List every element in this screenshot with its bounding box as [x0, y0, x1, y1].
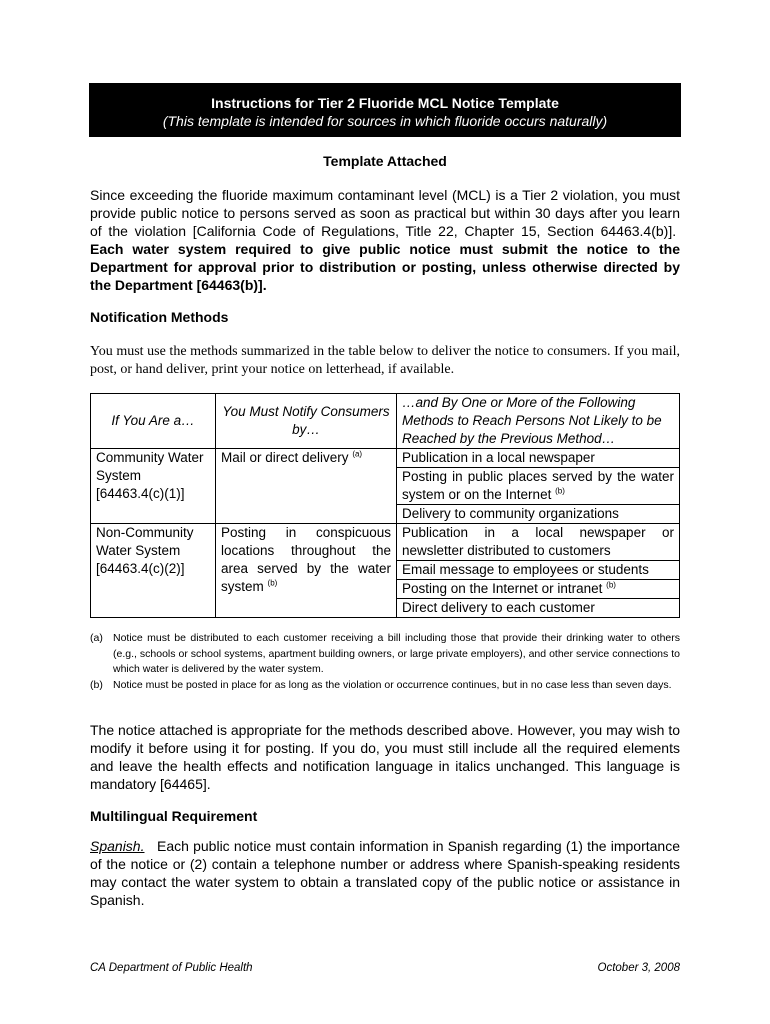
spanish-text: Each public notice must contain information in Spanish regarding (1) the importance of the notice or (2) contain a telephone number or address where Spanish-speaking residents may contact the water system to obtain a translated copy of the public notice or assistance in Spanish. [90, 838, 680, 908]
notify-text: Posting in conspicuous locations throughout the area served by the water system [221, 525, 391, 594]
template-attached-heading: Template Attached [323, 153, 447, 169]
method-text: Publication in a local newspaper or newsletter distributed to customers [402, 525, 674, 558]
notify-cell [216, 449, 397, 524]
title-banner [89, 83, 681, 137]
method-text: Publication in a local newspaper [402, 450, 595, 465]
footnote-ref: (b) [555, 486, 565, 496]
table-header-cell: …and By One or More of the Following Methods to Reach Persons Not Likely to be Reached by the Previous Method… [397, 394, 680, 449]
spanish-label: Spanish. [90, 838, 145, 854]
table-footnotes [90, 631, 680, 693]
method-cell [397, 561, 680, 580]
footnote [90, 631, 680, 678]
method-cell [397, 599, 680, 618]
method-text: Email message to employees or students [402, 562, 649, 577]
footnote-text: Notice must be posted in place for as long as the violation or occurrence continues, but in no case less than seven days. [113, 678, 672, 691]
intro-bold-text: Each water system required to give public notice must submit the notice to the Department for approval prior to distribution or posting, unless otherwise directed by the Department [64463(b)]. [90, 241, 680, 293]
footer-date: October 3, 2008 [597, 962, 680, 974]
footnote-text: Notice must be distributed to each customer receiving a bill including those that provide their drinking water to others (e.g., schools or school systems, apartment building owners, or large private employers), and other service connections to which water is delivered by the water system. [113, 632, 680, 675]
multilingual-heading: Multilingual Requirement [90, 808, 258, 824]
footnote-ref: (b) [606, 580, 616, 590]
table-header-row [91, 394, 680, 449]
method-cell [397, 505, 680, 524]
system-type-cell: Non-Community Water System [64463.4(c)(2)] [91, 524, 216, 618]
footnote-ref: (a) [352, 449, 363, 459]
footnote-label: (b) [90, 678, 103, 691]
notification-methods-text: You must use the methods summarized in the table below to deliver the notice to consumers. If you mail, post, or hand deliver, print your notice on letterhead, if available. [90, 344, 680, 377]
method-text: Posting on the Internet or intranet [402, 581, 603, 596]
footer-organization: CA Department of Public Health [90, 962, 253, 974]
appropriate-paragraph: The notice attached is appropriate for the methods described above. However, you may wish to modify it before using it for posting. If you do, you must still include all the required elements and leave the health effects and notification language in italics unchanged. This language is mandatory [64465]. [90, 722, 680, 792]
method-text: Direct delivery to each customer [402, 600, 595, 615]
spanish-paragraph [90, 837, 680, 909]
notification-table [90, 393, 680, 618]
notify-text: Mail or direct delivery [221, 450, 349, 465]
banner-subtitle: (This template is intended for sources in which fluoride occurs naturally) [162, 113, 608, 129]
method-cell [397, 524, 680, 561]
intro-text: Since exceeding the fluoride maximum contaminant level (MCL) is a Tier 2 violation, you must provide public notice to persons served as soon as practical but within 30 days after you learn of the violation [California Code of Regulations, Title 22, Chapter 15, Section 64463.4(b)]. [90, 187, 680, 239]
footnote [90, 678, 680, 694]
footnote-ref: (b) [267, 578, 278, 588]
table-header-cell: You Must Notify Consumers by… [216, 394, 397, 449]
method-cell [397, 468, 680, 505]
intro-paragraph [90, 186, 680, 294]
method-text: Posting in public places served by the water system or on the Internet [402, 469, 674, 502]
banner-title: Instructions for Tier 2 Fluoride MCL Notice Template [211, 95, 559, 111]
table-header-cell: If You Are a… [91, 394, 216, 449]
table-row [91, 524, 680, 561]
notify-cell [216, 524, 397, 618]
notification-methods-heading: Notification Methods [90, 309, 229, 325]
method-text: Delivery to community organizations [402, 506, 619, 521]
method-cell [397, 580, 680, 599]
method-cell [397, 449, 680, 468]
system-type-cell: Community Water System [64463.4(c)(1)] [91, 449, 216, 524]
table-row [91, 449, 680, 468]
footnote-label: (a) [90, 632, 103, 644]
